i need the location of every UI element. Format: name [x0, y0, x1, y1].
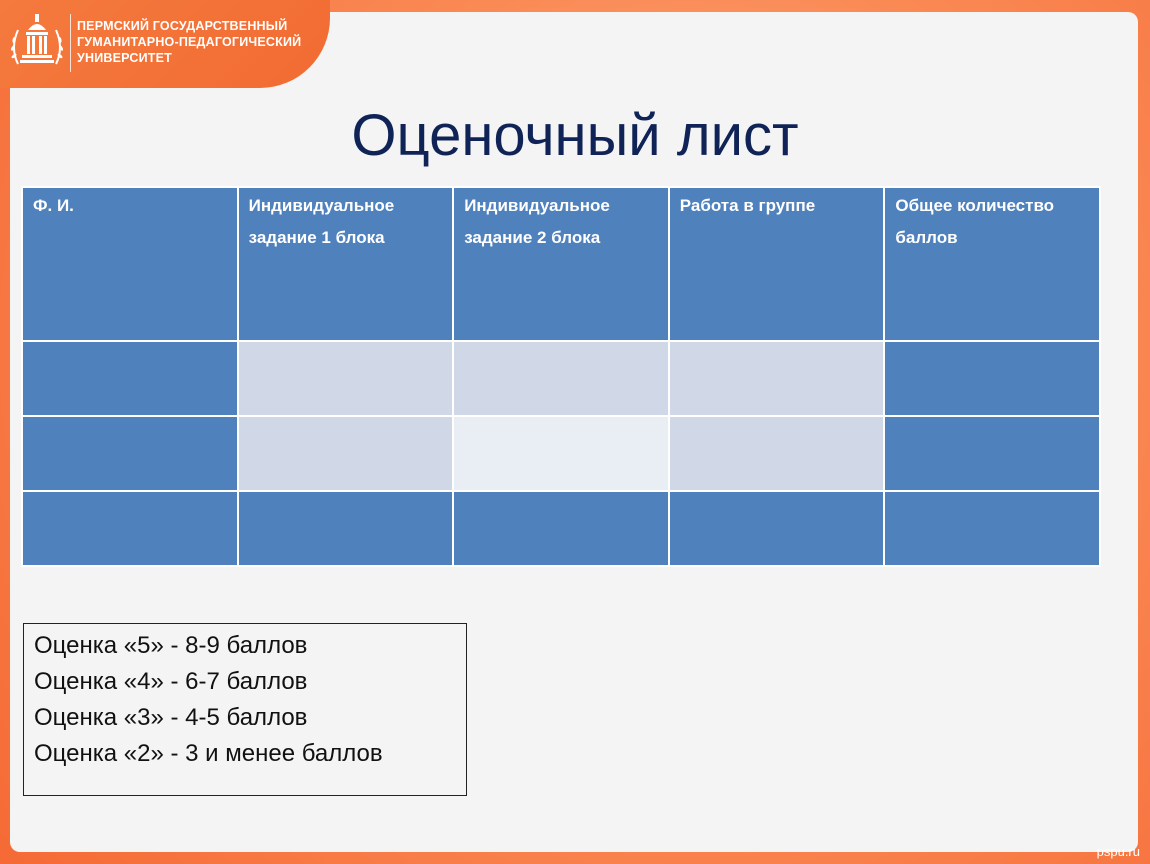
header-banner [0, 0, 330, 88]
grading-scale-item: Оценка «4» - 6-7 баллов [34, 668, 308, 695]
table-cell[interactable] [453, 416, 669, 491]
table-cell[interactable] [453, 491, 669, 566]
table-cell[interactable] [22, 341, 238, 416]
table-cell[interactable] [22, 416, 238, 491]
column-header-group-work: Работа в группе [669, 187, 885, 341]
grading-scale-item: Оценка «3» - 4-5 баллов [34, 704, 308, 731]
university-name-line-1: ПЕРМСКИЙ ГОСУДАРСТВЕННЫЙ [77, 19, 288, 33]
table-cell[interactable] [669, 491, 885, 566]
table-cell[interactable] [884, 341, 1100, 416]
university-building-icon [8, 12, 66, 74]
table-row [22, 341, 1100, 416]
column-header-task-2: Индивидуальное задание 2 блока [453, 187, 669, 341]
table-cell[interactable] [884, 416, 1100, 491]
table-row [22, 416, 1100, 491]
footer-site: pspu.ru [1096, 844, 1140, 859]
slide-title: Оценочный лист [351, 103, 799, 168]
column-header-task-1: Индивидуальное задание 1 блока [238, 187, 454, 341]
table-cell[interactable] [884, 491, 1100, 566]
table-cell[interactable] [22, 491, 238, 566]
table-cell[interactable] [669, 416, 885, 491]
table-cell[interactable] [238, 491, 454, 566]
university-name-line-3: УНИВЕРСИТЕТ [77, 51, 172, 65]
university-name-line-2: ГУМАНИТАРНО-ПЕДАГОГИЧЕСКИЙ [77, 35, 302, 49]
evaluation-table [21, 186, 1101, 567]
grading-scale-item: Оценка «2» - 3 и менее баллов [34, 740, 383, 767]
table-cell[interactable] [238, 416, 454, 491]
grading-scale-item: Оценка «5» - 8-9 баллов [34, 632, 308, 659]
table-cell[interactable] [453, 341, 669, 416]
university-name [77, 18, 301, 66]
header-divider [70, 14, 71, 72]
grading-scale-box [23, 623, 467, 796]
table-header-row [22, 187, 1100, 341]
column-header-name: Ф. И. [22, 187, 238, 341]
table-row [22, 491, 1100, 566]
table-cell[interactable] [669, 341, 885, 416]
table-cell[interactable] [238, 341, 454, 416]
column-header-total: Общее количество баллов [884, 187, 1100, 341]
